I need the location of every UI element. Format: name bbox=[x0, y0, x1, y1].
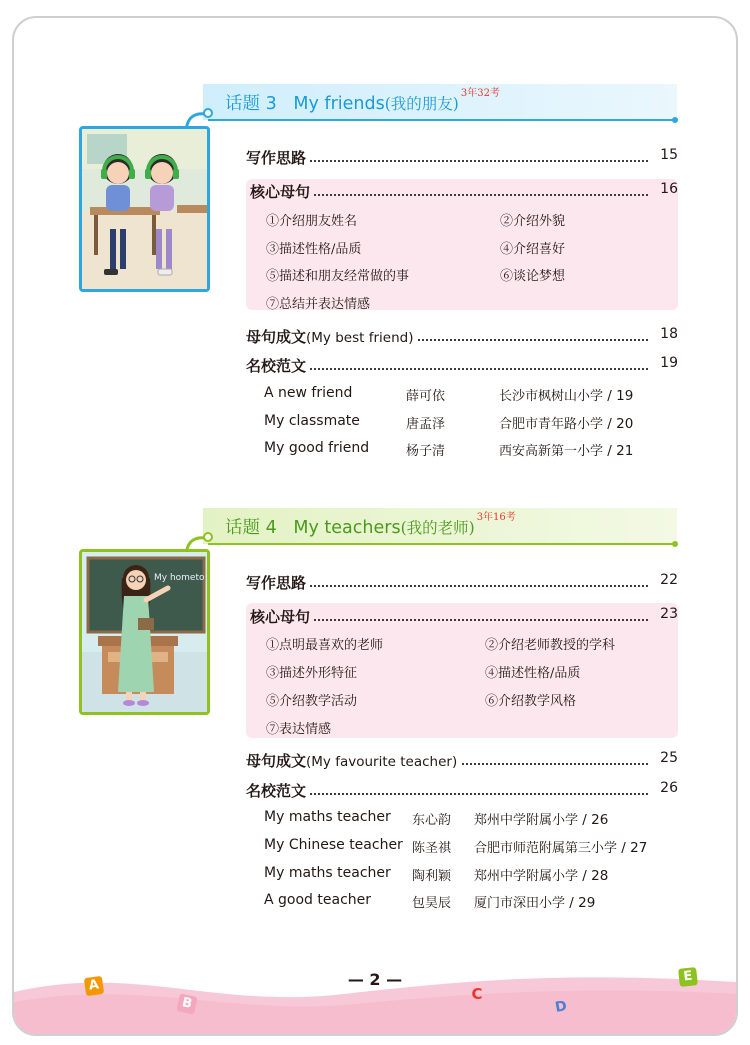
sample-title: A new friend bbox=[264, 385, 353, 401]
sample-page: 27 bbox=[630, 840, 648, 856]
topic4-core-item: ①点明最喜欢的老师 bbox=[266, 638, 384, 653]
sample-title: My maths teacher bbox=[264, 809, 391, 825]
sample-school: 合肥市青年路小学 bbox=[499, 417, 604, 432]
topic3-samples-row[interactable] bbox=[246, 355, 678, 377]
topic4-core-item: ②介绍老师教授的学科 bbox=[485, 638, 616, 653]
topic3-thinking-row[interactable] bbox=[246, 147, 678, 169]
letter-d: D bbox=[553, 998, 569, 1016]
topic3-composition-row[interactable] bbox=[246, 326, 678, 348]
sample-title: My maths teacher bbox=[264, 865, 391, 881]
topic3-samples-label: 名校范文 bbox=[246, 355, 310, 376]
teacher-at-blackboard-illustration bbox=[79, 549, 210, 715]
topic3-composition-label: 母句成文(My best friend) bbox=[246, 326, 417, 347]
topic4-core-item: ⑤介绍教学活动 bbox=[266, 694, 358, 709]
page-number: — 2 — bbox=[347, 970, 403, 989]
sample-school: 郑州中学附属小学 bbox=[474, 813, 579, 828]
sample-page: 21 bbox=[616, 443, 634, 459]
topic3-core-item: ②介绍外貌 bbox=[500, 214, 566, 229]
letter-block-b: B bbox=[176, 993, 197, 1014]
topic3-samples-page: 19 bbox=[660, 355, 678, 371]
topic4-core-item: ③描述外形特征 bbox=[266, 666, 358, 681]
students-listening-illustration bbox=[79, 126, 210, 292]
topic4-thinking-page: 22 bbox=[660, 572, 678, 588]
sample-title: My classmate bbox=[264, 413, 360, 429]
topic3-composition-page: 18 bbox=[660, 326, 678, 342]
letter-c: C bbox=[471, 985, 483, 1003]
topic4-thinking-label: 写作思路 bbox=[246, 572, 310, 593]
bottom-wave-decoration bbox=[14, 954, 736, 1034]
sample-title: A good teacher bbox=[264, 892, 372, 908]
sample-author: 陶利颖 bbox=[412, 869, 452, 884]
sample-page: 20 bbox=[616, 416, 634, 432]
topic4-core-item: ④描述性格/品质 bbox=[485, 666, 581, 681]
sample-author: 唐孟泽 bbox=[406, 417, 446, 432]
topic3-thinking-page: 15 bbox=[660, 147, 678, 163]
letter-block-a: A bbox=[84, 976, 104, 996]
topic3-underline bbox=[208, 119, 676, 121]
topic3-core-item: ①介绍朋友姓名 bbox=[266, 214, 358, 229]
letter-block-e: E bbox=[678, 967, 698, 987]
topic4-core-item: ⑥介绍教学风格 bbox=[485, 694, 577, 709]
sample-author: 陈圣祺 bbox=[412, 841, 452, 856]
topic4-core-label: 核心母句 bbox=[250, 606, 314, 627]
sample-school: 郑州中学附属小学 bbox=[474, 869, 579, 884]
sample-author: 杨子清 bbox=[406, 444, 446, 459]
topic4-composition-row[interactable] bbox=[246, 750, 678, 772]
topic4-samples-page: 26 bbox=[660, 780, 678, 796]
sample-school: 西安高新第一小学 bbox=[499, 444, 604, 459]
sample-school: 厦门市深田小学 bbox=[474, 896, 566, 911]
sample-school: 合肥市师范附属第三小学 bbox=[474, 841, 618, 856]
sample-page: 26 bbox=[591, 812, 609, 828]
topic4-thinking-row[interactable] bbox=[246, 572, 678, 594]
topic3-underline-dot bbox=[672, 117, 678, 123]
blackboard-text: My hometo bbox=[154, 573, 205, 583]
sample-author: 东心韵 bbox=[412, 813, 452, 828]
topic4-core-item: ⑦表达情感 bbox=[266, 722, 332, 737]
topic3-thinking-label: 写作思路 bbox=[246, 147, 310, 168]
topic3-core-page: 16 bbox=[660, 181, 678, 197]
topic4-title: 话题 4 My teachers(我的老师)$^{3年16考}$ bbox=[225, 512, 516, 538]
sample-page: 28 bbox=[591, 868, 609, 884]
topic4-samples-label: 名校范文 bbox=[246, 780, 310, 801]
topic3-core-item: ⑤描述和朋友经常做的事 bbox=[266, 269, 410, 284]
sample-page: 29 bbox=[578, 895, 596, 911]
sample-school: 长沙市枫树山小学 bbox=[499, 389, 604, 404]
sample-title: My good friend bbox=[264, 440, 370, 456]
topic4-samples-row[interactable] bbox=[246, 780, 678, 802]
sample-title: My Chinese teacher bbox=[264, 837, 403, 853]
topic3-title: 话题 3 My friends(我的朋友)$^{3年32考}$ bbox=[225, 88, 500, 114]
topic4-composition-page: 25 bbox=[660, 750, 678, 766]
topic3-header bbox=[203, 84, 677, 120]
topic4-header bbox=[203, 508, 677, 544]
topic4-underline-dot bbox=[672, 541, 678, 547]
sample-author: 薛可依 bbox=[406, 389, 446, 404]
topic4-underline bbox=[208, 543, 676, 545]
topic3-core-item: ③描述性格/品质 bbox=[266, 242, 362, 257]
topic3-core-item: ⑦总结并表达情感 bbox=[266, 297, 371, 312]
sample-page: 19 bbox=[616, 388, 634, 404]
topic3-core-item: ④介绍喜好 bbox=[500, 242, 566, 257]
topic4-core-page: 23 bbox=[660, 606, 678, 622]
topic3-core-item: ⑥谈论梦想 bbox=[500, 269, 566, 284]
topic3-core-label: 核心母句 bbox=[250, 181, 314, 202]
topic4-core-row[interactable] bbox=[246, 606, 678, 628]
sample-author: 包昊辰 bbox=[412, 896, 452, 911]
topic3-core-row[interactable] bbox=[246, 181, 678, 203]
topic4-composition-label: 母句成文(My favourite teacher) bbox=[246, 750, 461, 771]
